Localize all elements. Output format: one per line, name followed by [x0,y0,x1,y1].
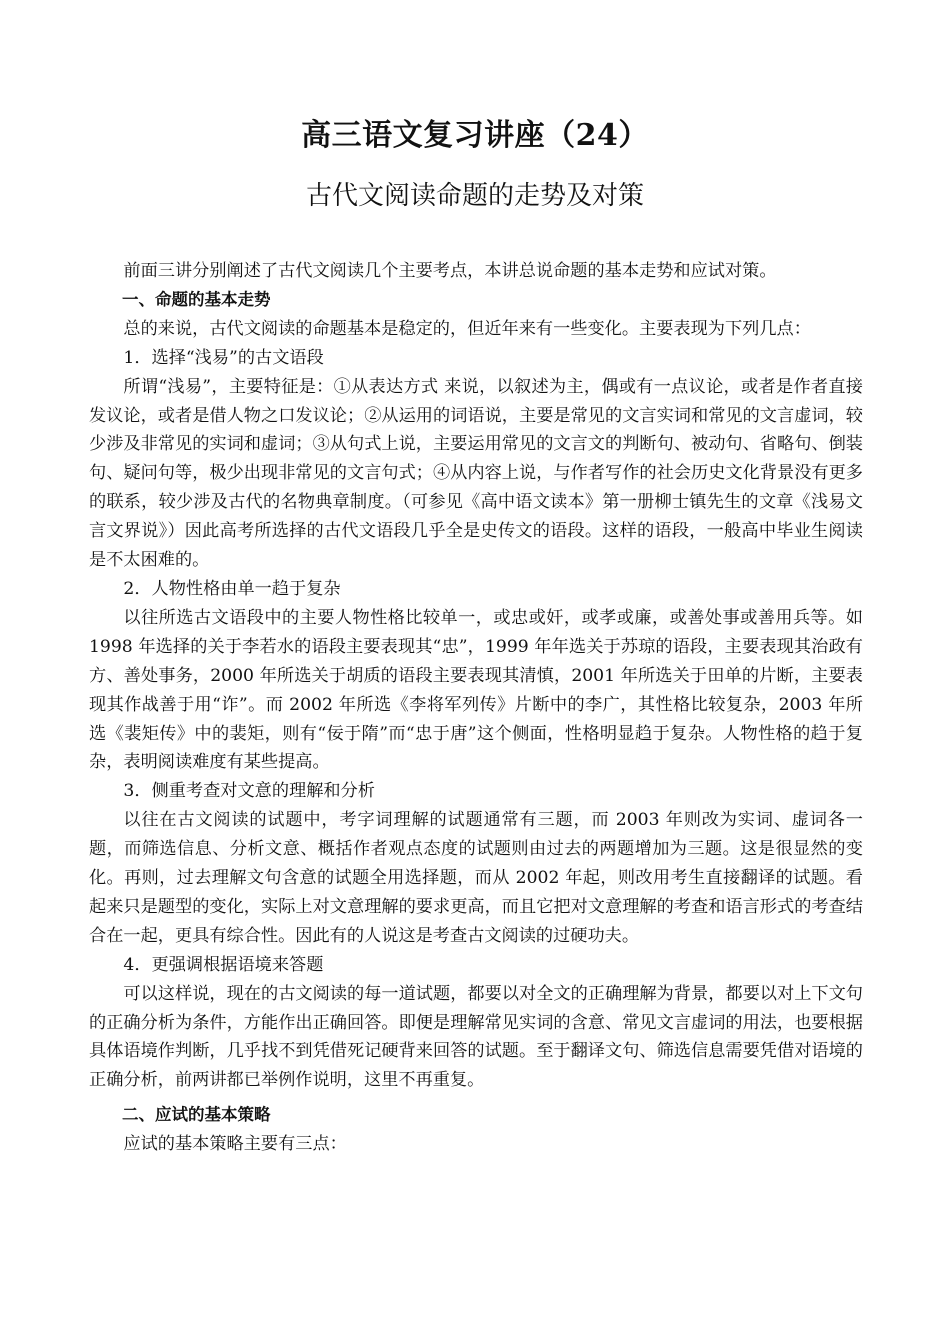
point-3-paragraph: 以往在古文阅读的试题中，考字词理解的试题通常有三题，而 2003 年则改为实词、虚词各一题，而筛选信息、分析文意、概括作者观点态度的试题则由过去的两题增加为三题。这是很显然的变化。再则，过去理解文句含意的试题全用选择题，而从 2002 年起，则改用考生直接翻译的试题。看起来只是题型的变化，实际上对文意理解的要求更高，而且它把对文意理解的考查和语言形式的考查结合在一起，更具有综合性。因此有的人说这是考查古文阅读的过硬功夫。 [89,810,863,946]
point-2-heading: 2．人物性格由单一趋于复杂 [123,578,341,599]
section-heading-strategy: 二、应试的基本策略 [122,1105,271,1125]
point-1-heading: 1．选择“浅易”的古文语段 [123,347,324,368]
document-body [89,257,863,1159]
intro-paragraph: 前面三讲分别阐述了古代文阅读几个主要考点，本讲总说命题的基本走势和应试对策。 [123,261,777,281]
point-3-heading: 3．侧重考查对文意的理解和分析 [123,781,375,802]
strategy-intro-paragraph: 应试的基本策略主要有三点： [123,1134,347,1155]
point-4-paragraph: 可以这样说，现在的古文阅读的每一道试题，都要以对全文的正确理解为背景，都要以对上下文句的正确分析为条件，方能作出正确回答。即便是理解常见实词的含意、常见文言虚词的用法，也要根据具体语境作判断，几乎找不到凭借死记硬背来回答的试题。至于翻译文句、筛选信息需要凭借对语境的正确分析，前两讲都已举例作说明，这里不再重复。 [89,983,863,1091]
point-4-heading: 4．更强调根据语境来答题 [123,954,324,975]
point-2-paragraph: 以往所选古文语段中的主要人物性格比较单一，或忠或奸，或孝或廉，或善处事或善用兵等。如 1998 年选择的关于李若水的语段主要表现其“忠”，1999 年年选关于苏琼的语段，主要表现其治政有方、善处事务，2000 年所选关于胡质的语段主要表现其清慎，2001 年所选关于田单的片断，主要表现其作战善于用“诈”。而 2002 年所选《李将军列传》片断中的李广，其性格比较复杂，2003 年所选《裴矩传》中的裴矩，则有“佞于隋”而“忠于唐”这个侧面，性格明显趋于复杂。人物性格的趋于复杂，表明阅读难度有某些提高。 [89,607,863,773]
page-subtitle: 古代文阅读命题的走势及对策 [305,181,644,211]
point-1-paragraph: 所谓“浅易”，主要特征是：①从表达方式 来说，以叙述为主，偶或有一点议论，或者是作者直接发议论，或者是借人物之口发议论；②从运用的词语说，主要是常见的文言实词和常见的文言虚词，较少涉及非常见的实词和虚词；③从句式上说，主要运用常见的文言文的判断句、被动句、省略句、倒装句、疑问句等，极少出现非常见的文言句式；④从内容上说，与作者写作的社会历史文化背景没有更多的联系，较少涉及古代的名物典章制度。（可参见《高中语文读本》第一册柳士镇先生的文章《浅易文言文界说》）因此高考所选择的古代文语段几乎全是史传文的语段。这样的语段，一般高中毕业生阅读是不太困难的。 [89,376,863,571]
section-heading-trends: 一、命题的基本走势 [122,289,271,309]
trends-intro-paragraph: 总的来说，古代文阅读的命题基本是稳定的，但近年来有一些变化。主要表现为下列几点： [123,318,811,339]
page-title: 高三语文复习讲座（24） [301,118,649,153]
